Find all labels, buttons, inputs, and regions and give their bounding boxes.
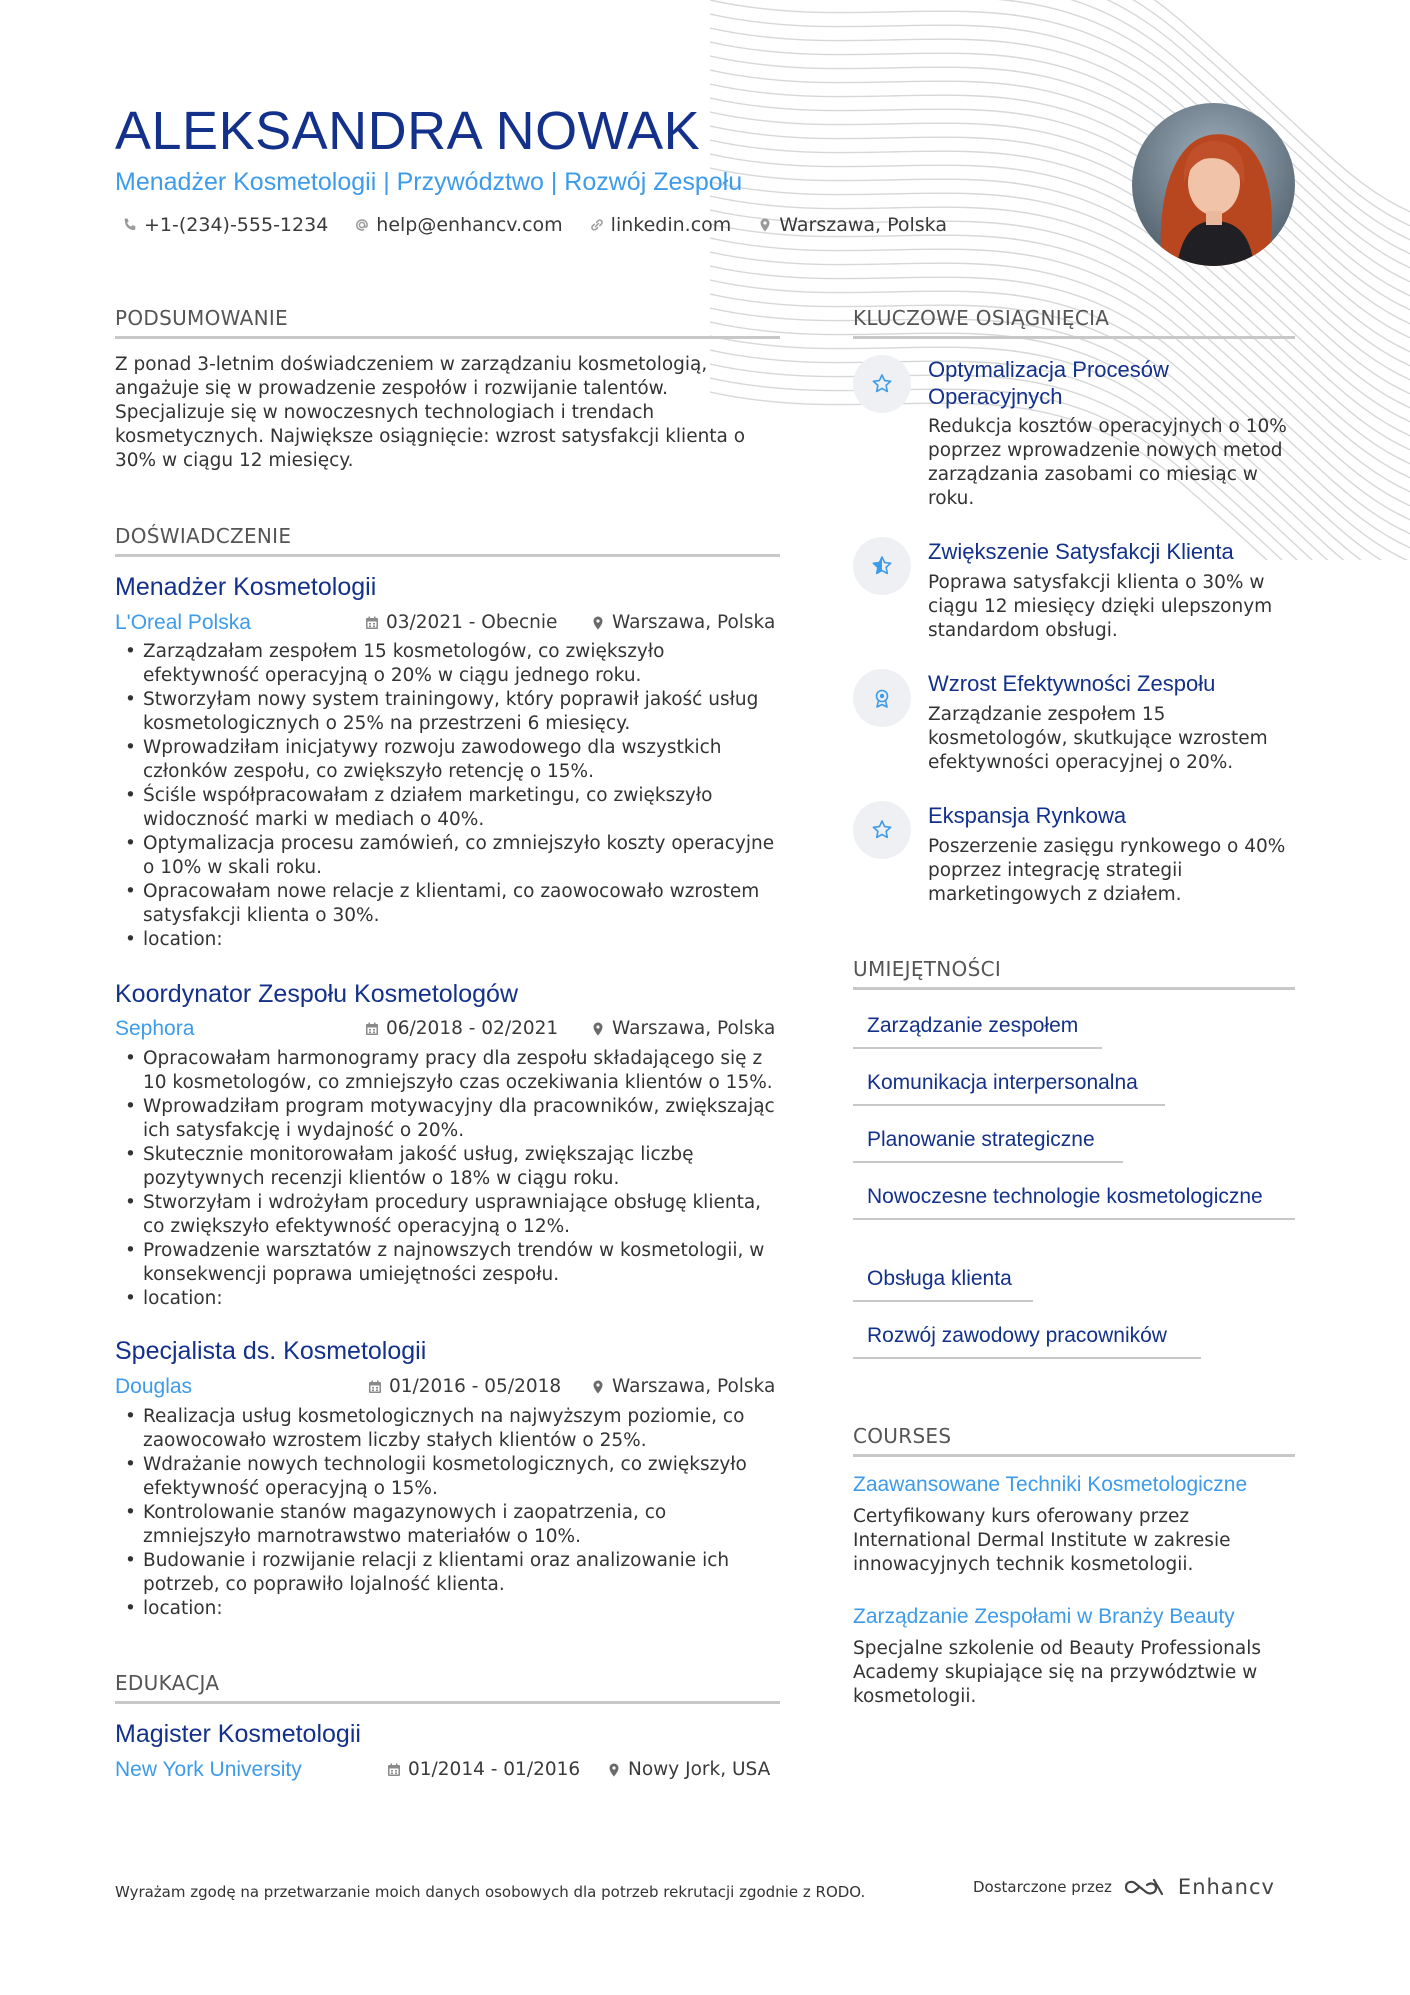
job-bullets [115,1405,780,1621]
job-dates [364,1018,558,1039]
link-icon [589,217,605,233]
achievement-icon-wrap [853,537,911,595]
skill-tag: Obsługa klienta [853,1266,1033,1302]
job-location-text: Warszawa, Polska [612,612,776,633]
job-location [590,612,775,633]
contact-email[interactable] [354,214,562,236]
bullet-item: • Opracowałam harmonogramy pracy dla zespołu składającego się z 10 kosmetologów, co zmniejszyło czas oczekiwania klientów o 15%. [115,1047,780,1095]
company-name: Douglas [115,1375,193,1398]
wave-line [710,0,1410,290]
achievements-heading: KLUCZOWE OSIĄGNIĘCIA [853,306,1295,339]
bullet-item: • Skutecznie monitorowałam jakość usług, zwiększając liczbę pozytywnych recenzji klientów o 18% w ciągu roku. [115,1143,780,1191]
wave-line [710,98,1410,388]
bullet-item: • Zarządzałam zespołem 15 kosmetologów, co zwiększyło efektywność operacyjną o 20% w ciągu jednego roku. [115,640,780,688]
skill-tag: Planowanie strategiczne [853,1127,1123,1163]
achievement-icon-wrap [853,801,911,859]
bullet-item: • Kontrolowanie stanów magazynowych i zaopatrzenia, co zmniejszyło marnotrawstwo materiałów o 10%. [115,1501,780,1549]
achievement-icon-wrap [853,669,911,727]
bullet-item: • Wdrażanie nowych technologii kosmetologicznych, co zwiększyło efektywność operacyjną o 15%. [115,1453,780,1501]
location-icon [606,1762,622,1778]
courses-heading: COURSES [853,1424,1295,1457]
location-icon [757,217,773,233]
calendar-icon [386,1762,402,1778]
contact-location [757,214,947,236]
job-dates-text: 01/2016 - 05/2018 [389,1376,562,1397]
bullet-item: • location: [115,1597,780,1621]
location-icon [590,615,606,631]
bullet-item: • Realizacja usług kosmetologicznych na najwyższym poziomie, co zaowocowało wzrostem liczby stałych klientów o 25%. [115,1405,780,1453]
powered-by[interactable] [973,1874,1275,1900]
education-dates [386,1759,580,1780]
wave-line [710,14,1410,304]
contact-list [122,214,947,236]
job-location [590,1376,775,1397]
calendar-icon [364,1021,380,1037]
bullet-item: • location: [115,928,780,952]
bullet-item: • Prowadzenie warsztatów z najnowszych trendów w kosmetologii, w konsekwencji poprawa umiejętności zespołu. [115,1239,780,1287]
summary-text: Z ponad 3-letnim doświadczeniem w zarządzaniu kosmetologią, angażuje się w prowadzenie zespołów i rozwijanie talentów. Specjalizuje się w nowoczesnych technologiach i trendach kosmetycznych. Największe osiągnięcie: wzrost satysfakcji klienta o 30% w ciągu 12 miesięcy. [115,354,746,471]
award-icon [870,686,894,710]
education-heading: EDUKACJA [115,1671,780,1704]
wave-line [710,28,1410,318]
wave-line [710,0,1410,234]
star-half-icon [870,554,894,578]
company-name: Sephora [115,1017,195,1040]
achievement-title: Wzrost Efektywności Zespołu [928,671,1216,696]
at-icon [354,217,370,233]
star-icon [870,372,894,396]
enhancv-logo-icon [1122,1874,1168,1900]
bullet-item: • Wprowadziłam program motywacyjny dla pracowników, zwiększając ich satysfakcję i wydajność o 20%. [115,1095,780,1143]
job-dates [367,1376,561,1397]
wave-line [710,42,1410,332]
course-title: Zaawansowane Techniki Kosmetologiczne [853,1473,1248,1496]
achievement-title: Zwiększenie Satysfakcji Klienta [928,539,1234,564]
bullet-item: • location: [115,1287,780,1311]
course-desc: Specjalne szkolenie od Beauty Professionals Academy skupiające się na przywództwie w kosmetologii. [853,1638,1261,1707]
calendar-icon [367,1379,383,1395]
contact-location-text: Warszawa, Polska [779,214,947,236]
job-bullets [115,1047,780,1311]
calendar-icon [364,615,380,631]
bullet-item: • Wprowadziłam inicjatywy rozwoju zawodowego dla wszystkich członków zespołu, co zwiększyło retencję o 15%. [115,736,780,784]
skill-tag: Rozwój zawodowy pracowników [853,1323,1201,1359]
achievement-desc: Poszerzenie zasięgu rynkowego o 40% poprzez integrację strategii marketingowych z działem. [928,836,1286,905]
summary-heading: PODSUMOWANIE [115,306,780,339]
contact-phone[interactable] [122,214,328,236]
job-bullets [115,640,780,952]
location-icon [590,1021,606,1037]
achievement-desc: Redukcja kosztów operacyjnych o 10% poprzez wprowadzenie nowych metod zarządzania zasobami co miesiąc w roku. [928,416,1287,509]
wave-line [710,56,1410,346]
job-title: Koordynator Zespołu Kosmetologów [115,980,519,1008]
job-location-text: Warszawa, Polska [612,1376,776,1397]
skill-tag: Nowoczesne technologie kosmetologiczne [853,1184,1295,1220]
bullet-item: • Stworzyłam i wdrożyłam procedury usprawniające obsługę klienta, co zwiększyło efektywność operacyjną o 12%. [115,1191,780,1239]
job-dates [364,612,557,633]
contact-linkedin-text: linkedin.com [610,214,732,236]
powered-by-label: Dostarczone przez [973,1878,1112,1896]
brand-name: Enhancv [1177,1875,1275,1899]
skill-tag: Zarządzanie zespołem [853,1013,1102,1049]
achievement-title: Optymalizacja Procesów Operacyjnych [928,357,1169,409]
course-desc: Certyfikowany kurs oferowany przez International Dermal Institute w zakresie innowacyjnych technik kosmetologii. [853,1506,1231,1575]
education-dates-text: 01/2014 - 01/2016 [408,1759,581,1780]
education-location [606,1759,770,1780]
job-dates-text: 03/2021 - Obecnie [386,612,558,633]
consent-note: Wyrażam zgodę na przetwarzanie moich danych osobowych dla potrzeb rekrutacji zgodnie z RODO. [115,1883,866,1901]
candidate-subtitle: Menadżer Kosmetologii | Przywództwo | Rozwój Zespołu [115,168,743,196]
job-dates-text: 06/2018 - 02/2021 [386,1018,559,1039]
bullet-item: • Budowanie i rozwijanie relacji z klientami oraz analizowanie ich potrzeb, co poprawiło lojalność klienta. [115,1549,780,1597]
contact-linkedin[interactable] [589,214,732,236]
bullet-item: • Optymalizacja procesu zamówień, co zmniejszyło koszty operacyjne o 10% w skali roku. [115,832,780,880]
achievement-title: Ekspansja Rynkowa [928,803,1127,828]
achievement-desc: Poprawa satysfakcji klienta o 30% w ciągu 12 miesięcy dzięki ulepszonym standardom obsługi. [928,572,1273,641]
education-location-text: Nowy Jork, USA [628,1759,771,1780]
phone-icon [122,217,138,233]
school-name: New York University [115,1758,302,1781]
job-location [590,1018,775,1039]
bullet-item: • Stworzyłam nowy system trainingowy, który poprawił jakość usług kosmetologicznych o 25% na przestrzeni 6 miesięcy. [115,688,780,736]
skills-heading: UMIEJĘTNOŚCI [853,957,1295,990]
degree-title: Magister Kosmetologii [115,1720,361,1748]
star-icon [870,818,894,842]
profile-photo [1132,103,1295,266]
contact-email-text: help@enhancv.com [376,214,563,236]
job-title: Specjalista ds. Kosmetologii [115,1337,427,1365]
job-location-text: Warszawa, Polska [612,1018,776,1039]
bullet-item: • Opracowałam nowe relacje z klientami, co zaowocowało wzrostem satysfakcji klienta o 30%. [115,880,780,928]
location-icon [590,1379,606,1395]
skill-tag: Komunikacja interpersonalna [853,1070,1165,1106]
job-title: Menadżer Kosmetologii [115,573,377,601]
achievement-icon-wrap [853,355,911,413]
contact-phone-text: +1-(234)-555-1234 [144,214,329,236]
experience-heading: DOŚWIADCZENIE [115,524,780,557]
achievement-desc: Zarządzanie zespołem 15 kosmetologów, skutkujące wzrostem efektywności operacyjnej o 20%. [928,704,1268,773]
candidate-name: ALEKSANDRA NOWAK [115,101,701,161]
company-name: L'Oreal Polska [115,611,251,634]
bullet-item: • Ściśle współpracowałam z działem marketingu, co zwiększyło widoczność marki w mediach o 40%. [115,784,780,832]
course-title: Zarządzanie Zespołami w Branży Beauty [853,1605,1235,1628]
